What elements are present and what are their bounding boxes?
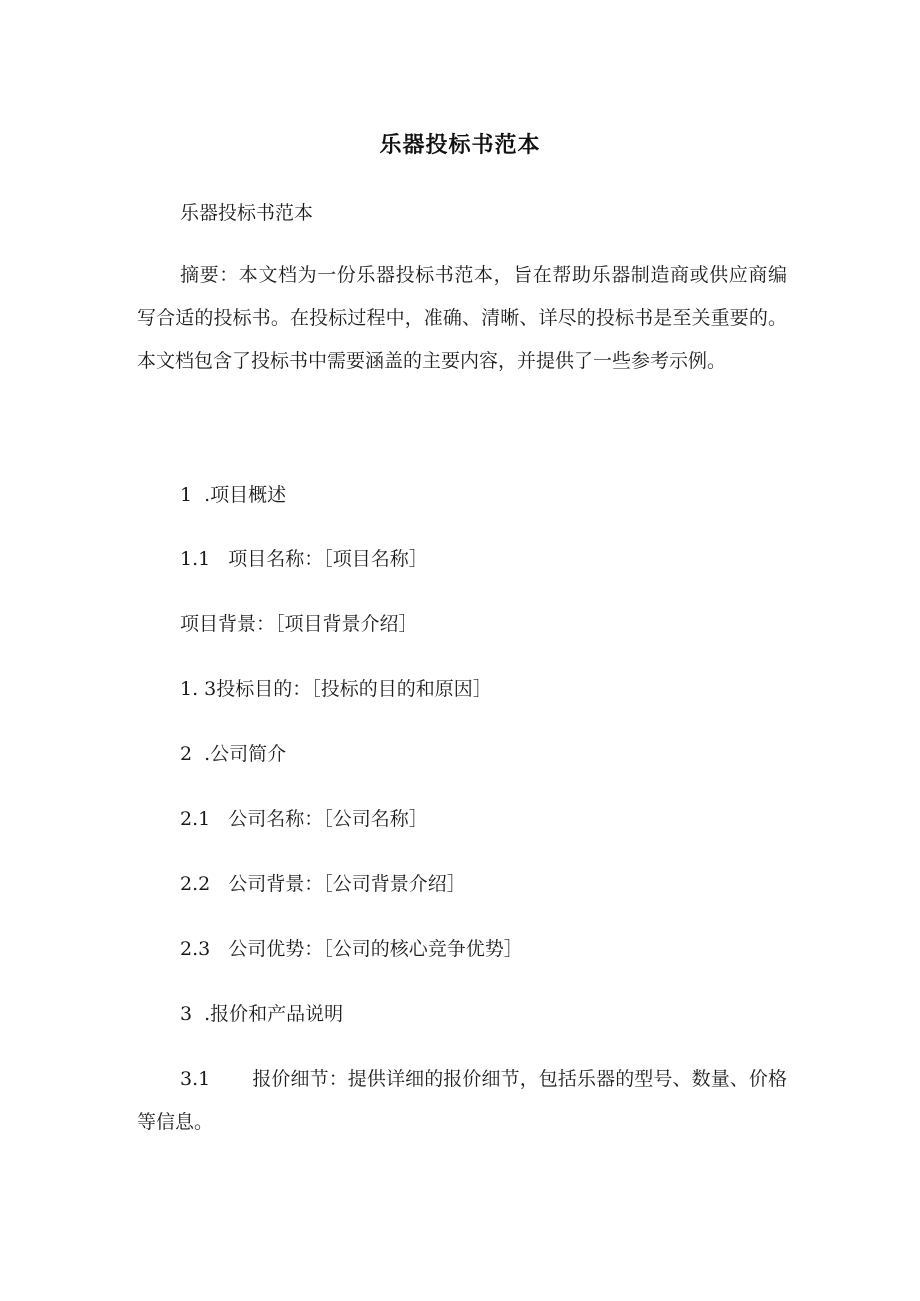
section-text: 报价细节：提供详细的报价细节，包括乐器的型号、数量、价格等信息。 [137, 1068, 787, 1133]
section-number: 1 [180, 484, 193, 506]
section-heading [180, 482, 286, 508]
section-heading [180, 1001, 343, 1027]
section-text: 公司名称：［公司名称］ [228, 808, 428, 830]
document-title: 乐器投标书范本 [379, 133, 541, 158]
section-number: 2.1 [180, 808, 211, 830]
document-subtitle: 乐器投标书范本 [180, 202, 314, 224]
section-item [180, 546, 428, 572]
section-item [180, 871, 466, 897]
section-number: 1.1 [180, 548, 211, 570]
section-number: 3 [180, 1003, 193, 1025]
section-item [180, 936, 523, 962]
section-text: .报价和产品说明 [204, 1003, 344, 1025]
abstract-paragraph: 摘要：本文档为一份乐器投标书范本，旨在帮助乐器制造商或供应商编写合适的投标书。在投标过程中，准确、清晰、详尽的投标书是至关重要的。本文档包含了投标书中需要涵盖的主要内容，并提供了一些参考示例。 [137, 264, 787, 372]
section-item [180, 806, 428, 832]
section-number: 2.3 [180, 938, 211, 960]
section-text: 项目名称：［项目名称］ [228, 548, 428, 570]
section-item [180, 611, 418, 637]
section-text: 公司优势：［公司的核心竞争优势］ [228, 938, 523, 960]
section-text: .项目概述 [204, 484, 287, 506]
section-number: 3.1 [180, 1068, 211, 1090]
section-number: 1. 3 [180, 678, 217, 700]
section-text: 项目背景：［项目背景介绍］ [180, 613, 418, 635]
section-heading [180, 741, 286, 767]
section-item [180, 676, 492, 702]
section-number: 2 [180, 743, 193, 765]
section-text: .公司简介 [204, 743, 287, 765]
section-text: 公司背景：［公司背景介绍］ [228, 873, 466, 895]
section-number: 2.2 [180, 873, 211, 895]
price-detail-paragraph [137, 1058, 787, 1144]
section-text: 投标目的：［投标的目的和原因］ [216, 678, 492, 700]
